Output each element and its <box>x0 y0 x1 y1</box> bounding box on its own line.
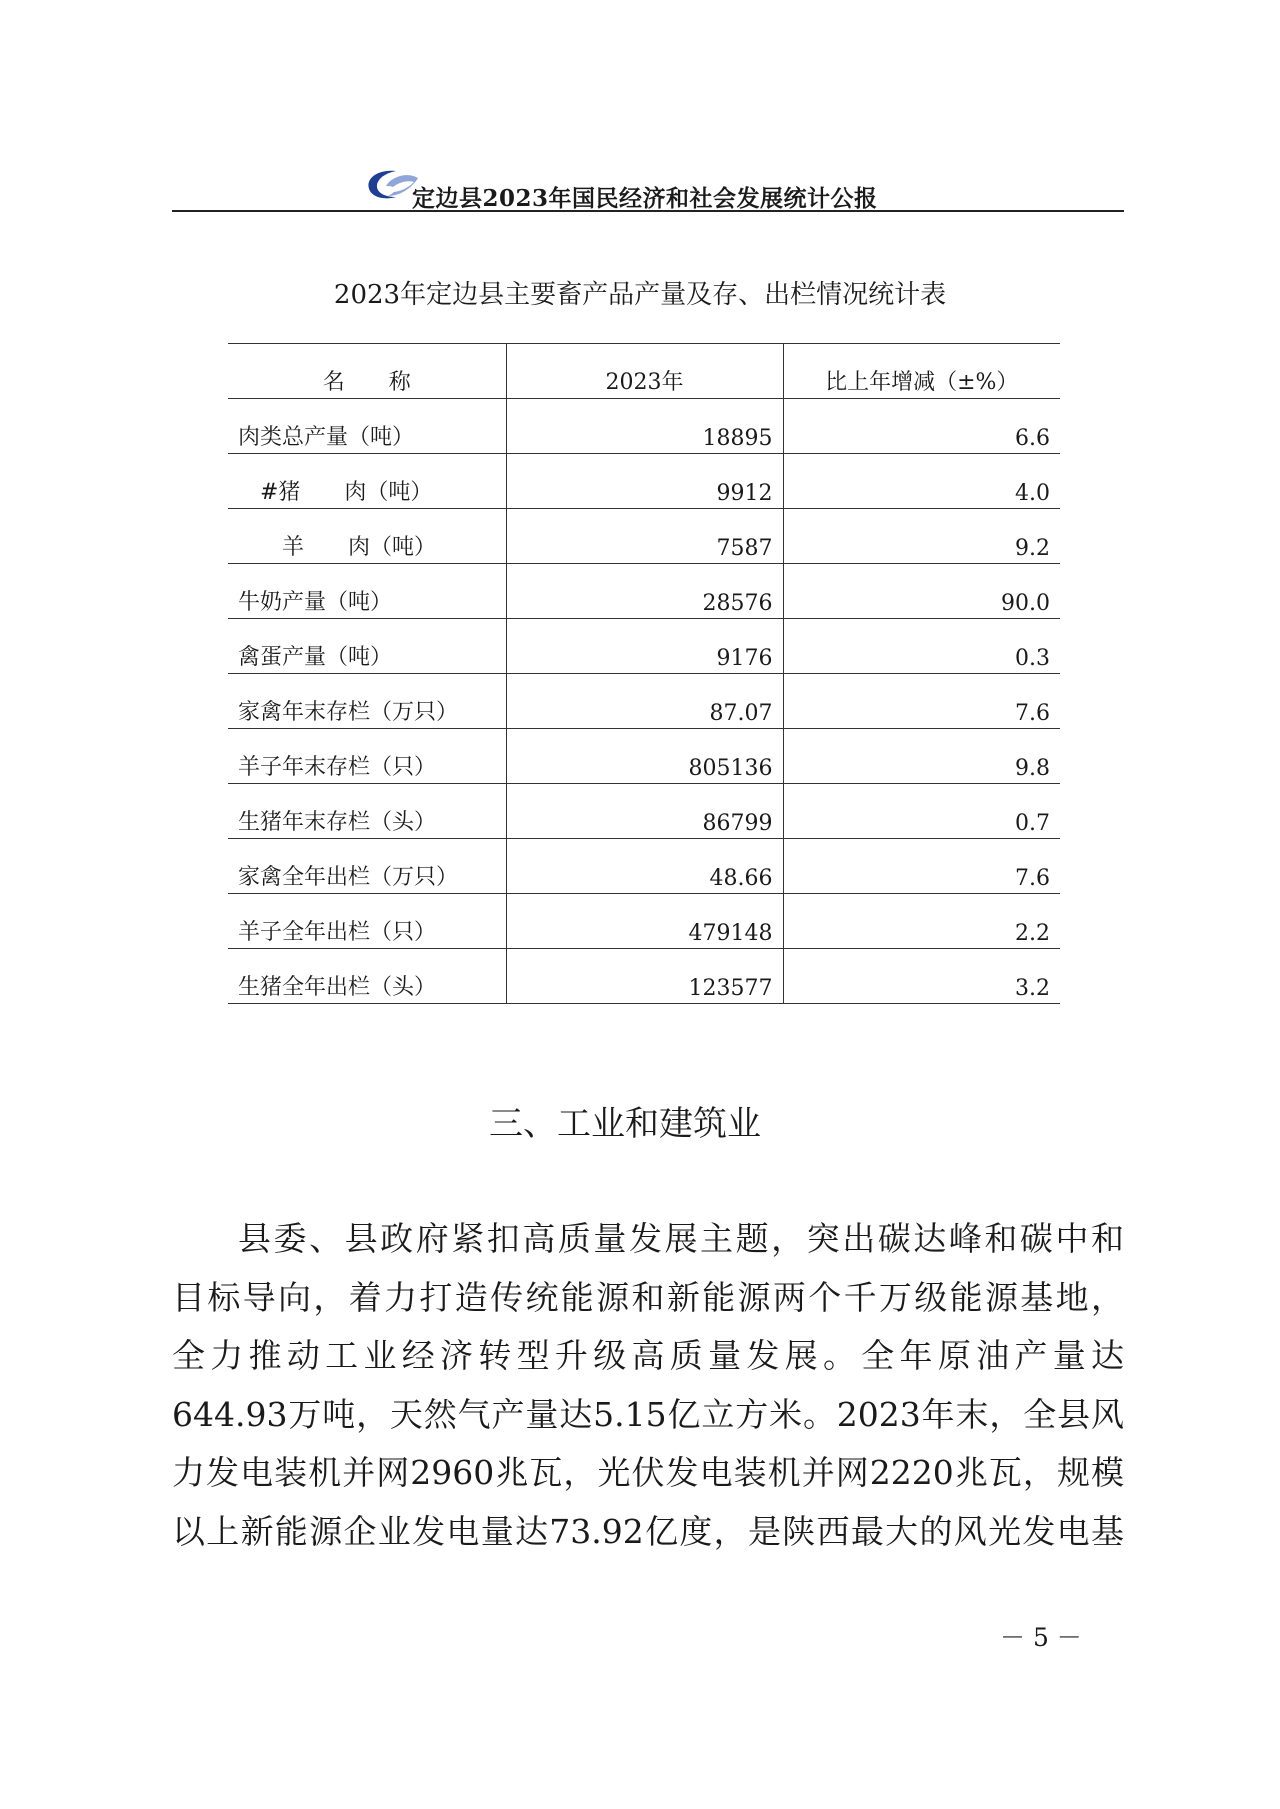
row-change: 7.6 <box>783 839 1060 894</box>
table-row <box>228 509 1060 564</box>
table-row <box>228 454 1060 509</box>
row-value: 479148 <box>506 894 783 949</box>
table-title: 2023年定边县主要畜产品产量及存、出栏情况统计表 <box>333 280 947 310</box>
row-value: 7587 <box>506 509 783 564</box>
row-name: 家禽全年出栏（万只） <box>228 839 506 894</box>
table-header-row <box>228 344 1060 399</box>
table-row <box>228 784 1060 839</box>
table-row <box>228 619 1060 674</box>
row-name: 羊子年末存栏（只） <box>228 729 506 784</box>
paragraph-line: 目标导向，着力打造传统能源和新能源两个千万级能源基地， <box>172 1277 1124 1317</box>
table-row <box>228 894 1060 949</box>
paragraph-line: 以上新能源企业发电量达73.92亿度，是陕西最大的风光发电基 <box>172 1511 1124 1551</box>
page-number: － 5 － <box>1000 1623 1082 1652</box>
row-change: 2.2 <box>783 894 1060 949</box>
row-change: 0.3 <box>783 619 1060 674</box>
table-row <box>228 839 1060 894</box>
row-change: 4.0 <box>783 454 1060 509</box>
row-value: 28576 <box>506 564 783 619</box>
paragraph-line: 全力推动工业经济转型升级高质量发展。全年原油产量达 <box>172 1336 1124 1375</box>
row-value: 48.66 <box>506 839 783 894</box>
table-row <box>228 674 1060 729</box>
row-change: 9.2 <box>783 509 1060 564</box>
row-change: 9.8 <box>783 729 1060 784</box>
section-heading: 三、工业和建筑业 <box>489 1104 761 1144</box>
row-value: 805136 <box>506 729 783 784</box>
paragraph-line: 力发电装机并网2960兆瓦，光伏发电装机并网2220兆瓦，规模 <box>172 1453 1124 1492</box>
row-name: 肉类总产量（吨） <box>228 399 506 454</box>
section-paragraph <box>172 1210 1124 1561</box>
column-header-name: 名 称 <box>228 344 506 399</box>
row-value: 123577 <box>506 949 783 1004</box>
row-change: 90.0 <box>783 564 1060 619</box>
row-value: 9176 <box>506 619 783 674</box>
paragraph-line: 644.93万吨，天然气产量达5.15亿立方米。2023年末，全县风 <box>172 1394 1124 1434</box>
row-name: #猪 肉（吨） <box>228 454 506 509</box>
livestock-stats-table <box>228 343 1060 1004</box>
table-row <box>228 729 1060 784</box>
row-value: 86799 <box>506 784 783 839</box>
column-header-change: 比上年增减（±%） <box>783 344 1060 399</box>
row-change: 6.6 <box>783 399 1060 454</box>
table-row <box>228 564 1060 619</box>
row-name: 家禽年末存栏（万只） <box>228 674 506 729</box>
row-name: 牛奶产量（吨） <box>228 564 506 619</box>
row-name: 生猪全年出栏（头） <box>228 949 506 1004</box>
row-name: 禽蛋产量（吨） <box>228 619 506 674</box>
row-name: 羊 肉（吨） <box>228 509 506 564</box>
page-header <box>172 160 1124 212</box>
row-value: 18895 <box>506 399 783 454</box>
row-value: 87.07 <box>506 674 783 729</box>
row-change: 7.6 <box>783 674 1060 729</box>
column-header-2023: 2023年 <box>506 344 783 399</box>
row-value: 9912 <box>506 454 783 509</box>
row-change: 0.7 <box>783 784 1060 839</box>
row-name: 生猪年末存栏（头） <box>228 784 506 839</box>
table-row <box>228 949 1060 1004</box>
header-title: 定边县2023年国民经济和社会发展统计公报 <box>412 185 878 212</box>
row-name: 羊子全年出栏（只） <box>228 894 506 949</box>
row-change: 3.2 <box>783 949 1060 1004</box>
table-row <box>228 399 1060 454</box>
paragraph-line: 县委、县政府紧扣高质量发展主题，突出碳达峰和碳中和 <box>238 1219 1124 1258</box>
